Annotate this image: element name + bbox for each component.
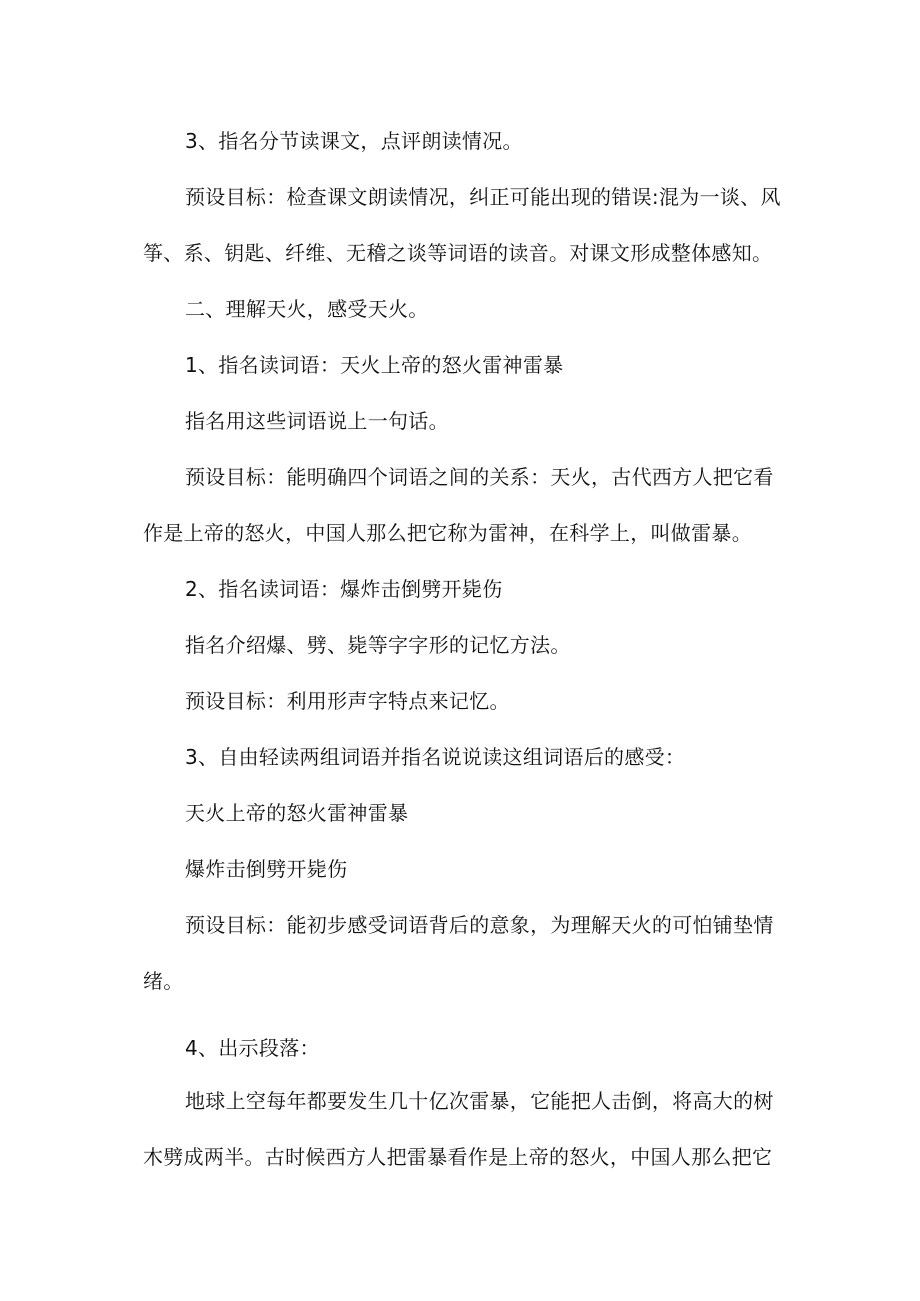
paragraph-goal-relation-line-2: 作是上帝的怒火，中国人那么把它称为雷神，在科学上，叫做雷暴。 — [143, 521, 752, 545]
paragraph-memory-method: 指名介绍爆、劈、毙等字字形的记忆方法。 — [185, 633, 571, 657]
paragraph-quote-line-2: 木劈成两半。古时候西方人把雷暴看作是上帝的怒火，中国人那么把它 — [143, 1145, 773, 1169]
paragraph-goal-reading-line-1: 预设目标：检查课文朗读情况，纠正可能出现的错误:混为一谈、风 — [185, 185, 781, 209]
word-group-1: 天火上帝的怒火雷神雷暴 — [185, 801, 409, 825]
word-group-2: 爆炸击倒劈开毙伤 — [185, 857, 348, 881]
paragraph-step-1-words: 1、指名读词语：天火上帝的怒火雷神雷暴 — [185, 353, 564, 377]
paragraph-quote-line-1: 地球上空每年都要发生几十亿次雷暴，它能把人击倒，将高大的树 — [185, 1089, 774, 1113]
paragraph-step-2-words: 2、指名读词语：爆炸击倒劈开毙伤 — [185, 577, 503, 601]
paragraph-step-3-feelings: 3、自由轻读两组词语并指名说说读这组词语后的感受： — [185, 745, 686, 769]
paragraph-make-sentence: 指名用这些词语说上一句话。 — [185, 409, 449, 433]
paragraph-step-4-show: 4、出示段落： — [185, 1036, 320, 1060]
paragraph-step-3-reading: 3、指名分节读课文，点评朗读情况。 — [185, 129, 523, 153]
section-heading-2: 二、理解天火，感受天火。 — [185, 297, 429, 321]
paragraph-goal-memory: 预设目标：利用形声字特点来记忆。 — [185, 689, 510, 713]
paragraph-goal-imagery-line-2: 绪。 — [143, 969, 184, 993]
paragraph-goal-relation-line-1: 预设目标：能明确四个词语之间的关系：天火，古代西方人把它看 — [185, 465, 774, 489]
paragraph-goal-imagery-line-1: 预设目标：能初步感受词语背后的意象，为理解天火的可怕铺垫情 — [185, 913, 774, 937]
paragraph-goal-reading-line-2: 筝、系、钥匙、纤维、无稽之谈等词语的读音。对课文形成整体感知。 — [143, 241, 773, 265]
